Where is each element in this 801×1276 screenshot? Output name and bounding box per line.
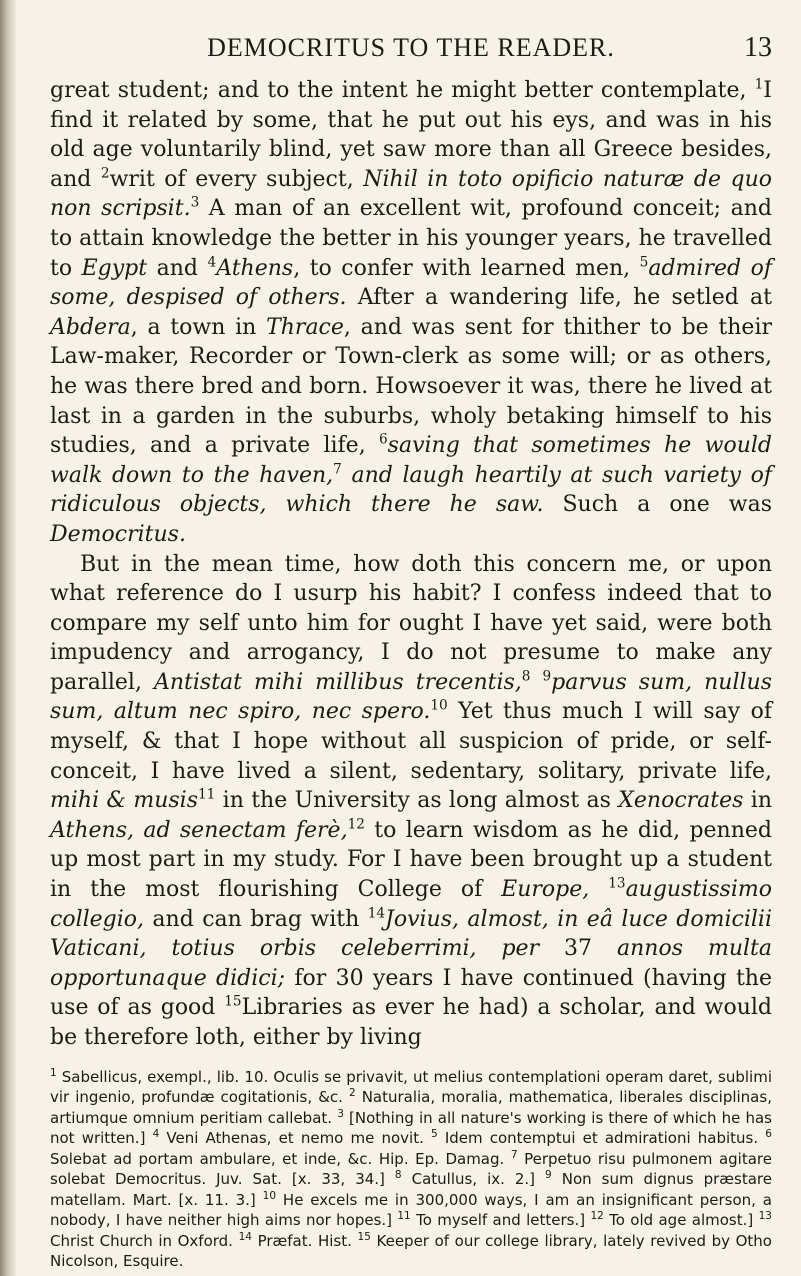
footnote-number: 11 xyxy=(397,1210,411,1223)
italic-text: admired of some, despised of others. xyxy=(50,255,772,311)
text-run: Yet thus much I will say of myself, & that I hope without all suspicion of pride, or self-conceit, I have lived a silent, sedentary, solitary, private life, xyxy=(50,699,772,784)
footnote-text: Veni Athenas, et nemo me novit. xyxy=(166,1129,424,1148)
text-run: writ of every subject, xyxy=(109,166,364,192)
footnote-text: He excels me in 300,000 ways, I am an insignificant person, a nobody, I have neither high aims nor hopes.] xyxy=(50,1190,772,1230)
footnote-number: 3 xyxy=(337,1107,344,1120)
paragraph xyxy=(50,76,772,550)
footnote-text: Christ Church in Oxford. xyxy=(50,1231,233,1250)
footnote-number: 13 xyxy=(758,1210,772,1223)
footnote-marker: 3 xyxy=(190,195,200,212)
book-page xyxy=(50,26,772,1272)
footnote-number: 10 xyxy=(262,1189,277,1202)
italic-text: Athens xyxy=(216,255,294,281)
footnote-number: 2 xyxy=(348,1087,356,1100)
text-run: Such a one was xyxy=(543,492,772,518)
footnote-marker: 11 xyxy=(198,786,216,803)
text-run: 37 xyxy=(539,936,618,962)
italic-text: augustissimo collegio, xyxy=(50,877,772,932)
text-run: , to confer with learned men, xyxy=(293,255,640,281)
text-run: in xyxy=(743,788,772,814)
italic-text: mihi & musis xyxy=(50,788,198,814)
footnote-marker: 15 xyxy=(224,994,242,1011)
footnote-text: Idem contemptui et admirationi habitus. xyxy=(444,1129,759,1148)
footnote-marker: 4 xyxy=(207,254,217,271)
footnote-marker: 9 xyxy=(542,668,552,685)
italic-text: Abdera xyxy=(50,314,131,340)
footnote-marker: 6 xyxy=(379,431,388,448)
italic-text: annos multa opportunaque didici; xyxy=(50,936,773,991)
footnote-text: Præfat. Hist. xyxy=(257,1231,352,1250)
footnote-marker: 12 xyxy=(347,816,365,833)
italic-text: Thrace xyxy=(266,314,344,340)
italic-text: Egypt xyxy=(81,255,148,281)
text-run: But in the mean time, how doth this concern me, or upon what reference do I usurp his habit? I confess indeed that to compare my self unto him for ought I have yet said, were both impudency and arrogancy, I do not presume to make any parallel, xyxy=(50,551,772,695)
footnote-block xyxy=(50,1067,772,1272)
footnote-number: 5 xyxy=(431,1128,438,1141)
footnotes xyxy=(50,1067,772,1272)
page-gutter-shadow xyxy=(0,0,16,1276)
italic-text: parvus sum, nullus sum, altum nec spiro, nec spero. xyxy=(50,669,772,725)
footnote-number: 8 xyxy=(394,1169,402,1182)
footnote-number: 14 xyxy=(238,1230,252,1243)
footnote-text: Solebat ad portam ambulare, et inde, &c. Hip. Ep. Damag. xyxy=(50,1149,505,1168)
footnote-marker: 1 xyxy=(754,76,764,93)
text-run: , a town in xyxy=(130,314,267,340)
text-run: in the University as long almost as xyxy=(215,788,619,814)
footnote-text: Sabellicus, exempl., lib. 10. Oculis se privavit, ut melius contemplationi operam daret, sublimi vir ingenio, profundæ cogitationis, &c. xyxy=(50,1067,772,1107)
footnote-marker: 7 xyxy=(333,461,342,478)
footnote-text: Keeper of our college library, lately revived by Otho Nicolson, Esquire. xyxy=(50,1231,772,1271)
italic-text: Europe, xyxy=(501,877,590,903)
text-run: After a wandering life, he setled at xyxy=(346,285,772,311)
paragraph xyxy=(50,550,772,1053)
footnote-number: 1 xyxy=(50,1066,57,1079)
text-run xyxy=(530,670,542,695)
footnote-marker: 13 xyxy=(608,875,626,892)
footnote-text: Catullus, ix. 2.] xyxy=(411,1170,536,1189)
text-run: and xyxy=(147,255,208,281)
italic-text: Athens, ad senectam ferè, xyxy=(50,817,348,843)
text-run xyxy=(589,877,608,902)
italic-text: Antistat mihi millibus trecentis, xyxy=(153,669,522,695)
text-run: for 30 years I have continued (having the use of as good xyxy=(50,965,772,1021)
page-number: 13 xyxy=(744,32,772,63)
footnote-marker: 10 xyxy=(430,698,448,715)
footnote-marker: 8 xyxy=(521,668,531,685)
footnote-number: 4 xyxy=(152,1128,160,1141)
running-title: DEMOCRITUS TO THE READER. xyxy=(207,33,615,62)
text-run: great student; and to the intent he might better contemplate, xyxy=(50,78,755,103)
footnote-text: Non sum dignus præstare matellam. Mart. [x. 11. 3.] xyxy=(50,1170,772,1209)
footnote-number: 6 xyxy=(765,1128,772,1141)
body-text xyxy=(50,76,772,1053)
italic-text: Jovius, almost, in eâ luce domicilii Vaticani, totius orbis celeberrimi, per xyxy=(50,906,772,962)
italic-text: saving that sometimes he would walk down to the haven, xyxy=(50,433,772,488)
footnote-text: [Nothing in all nature's working is there of which he has not written.] xyxy=(50,1108,772,1148)
text-run: I find it related by some, that he put out his eys, and was in his old age voluntarily blind, yet saw more than all Greece besides, and xyxy=(50,78,772,192)
footnote-text: Naturalia, moralia, mathematica, liberales disciplinas, artiumque omnium peritiam callebat. xyxy=(50,1088,772,1127)
footnote-number: 12 xyxy=(590,1210,604,1223)
footnote-marker: 2 xyxy=(100,165,110,182)
footnote-marker: 14 xyxy=(367,905,386,922)
footnote-text: To old age almost.] xyxy=(609,1211,754,1230)
footnote-text: To myself and letters.] xyxy=(416,1211,586,1230)
text-run: A man of an excellent wit, profound conceit; and to attain knowledge the better in his younger years, he travelled to xyxy=(50,196,772,281)
text-run: , and was sent for thither to be their Law-maker, Recorder or Town-clerk as some will; or as others, he was there bred and born. Howsoever it was, there he lived at last in a garden in the suburbs, wholy betaking himself to his studies, and a private life, xyxy=(50,314,772,459)
text-run: Libraries as ever he had) a scholar, and would be therefore loth, either by living xyxy=(50,995,772,1050)
footnote-number: 9 xyxy=(545,1169,552,1182)
italic-text: Nihil in toto opificio naturæ de quo non scripsit. xyxy=(50,166,772,222)
footnote-number: 15 xyxy=(357,1230,371,1243)
running-head xyxy=(50,26,772,70)
italic-text: Democritus. xyxy=(50,521,186,547)
italic-text: Xenocrates xyxy=(618,788,744,814)
footnote-marker: 5 xyxy=(639,254,649,271)
italic-text: and laugh heartily at such variety of ridiculous objects, which there he saw. xyxy=(50,462,772,518)
footnote-number: 7 xyxy=(510,1148,518,1161)
text-run: to learn wisdom as he did, penned up most part in my study. For I have been brought up a student in the most flourishing College of xyxy=(50,817,773,903)
footnote-text: Perpetuo risu pulmonem agitare solebat Democritus. Juv. Sat. [x. 33, 34.] xyxy=(50,1149,772,1189)
text-run: and can brag with xyxy=(144,906,368,932)
